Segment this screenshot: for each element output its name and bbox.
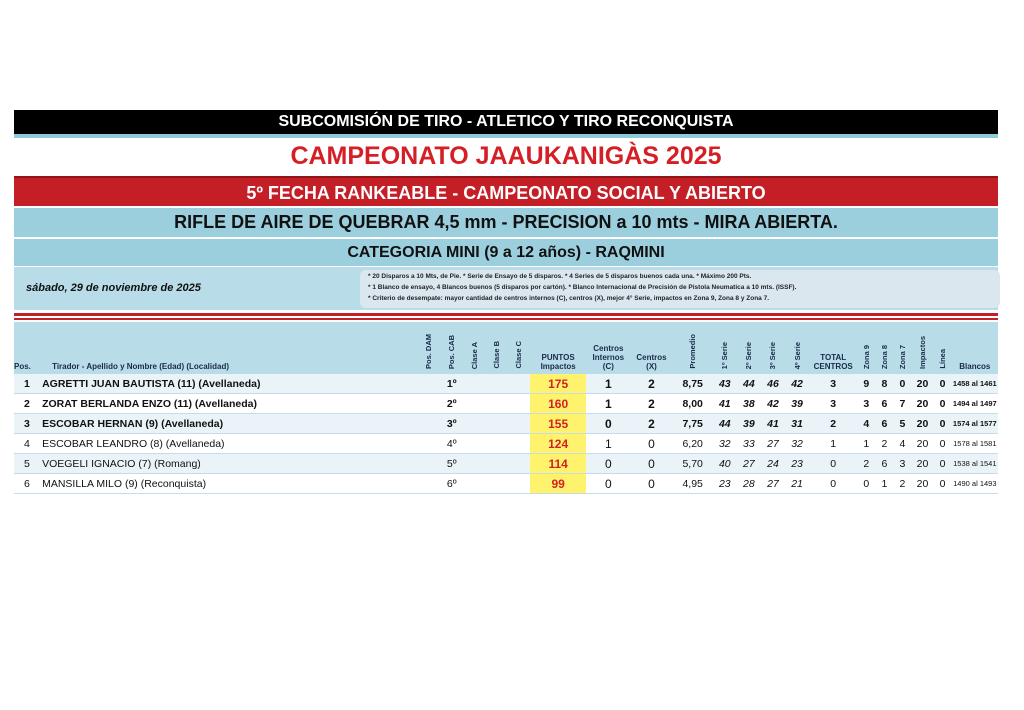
cell-centros-internos: 1 <box>586 374 630 394</box>
cell-total-centros: 0 <box>809 454 857 474</box>
cell-linea: 0 <box>934 414 952 434</box>
cell-centros-internos: 1 <box>586 394 630 414</box>
col-pos: Pos. <box>14 362 31 371</box>
cell-puntos: 99 <box>530 474 586 494</box>
table-row <box>14 394 998 414</box>
cell-zona-9: 0 <box>857 474 875 494</box>
cell-name: ZORAT BERLANDA ENZO (11) (Avellaneda) <box>40 394 418 414</box>
cell-clase-a <box>464 434 486 454</box>
cell-pos-cab: 2º <box>440 394 464 414</box>
col-pos-cab: Pos. CAB <box>447 334 457 369</box>
cell-clase-b <box>486 394 508 414</box>
cell-serie-4: 21 <box>785 474 809 494</box>
cell-zona-8: 6 <box>875 454 893 474</box>
cell-zona-9: 1 <box>857 434 875 454</box>
cell-serie-3: 27 <box>761 434 785 454</box>
cell-clase-a <box>464 474 486 494</box>
table-row <box>14 454 998 474</box>
cell-pos-cab: 5º <box>440 454 464 474</box>
cell-blancos: 1538 al 1541 <box>952 454 998 474</box>
cell-clase-c <box>508 394 530 414</box>
cell-clase-a <box>464 394 486 414</box>
table-header-row <box>14 322 998 374</box>
cell-blancos: 1490 al 1493 <box>952 474 998 494</box>
cell-clase-a <box>464 374 486 394</box>
col-total-centros: TOTAL CENTROS <box>813 353 853 371</box>
cell-pos: 1 <box>14 374 40 394</box>
col-zona-8: Zona 8 <box>879 344 889 369</box>
cell-pos-dam <box>418 474 440 494</box>
cell-zona-8: 6 <box>875 414 893 434</box>
cell-zona-7: 7 <box>893 394 911 414</box>
cell-centros-internos: 0 <box>586 474 630 494</box>
col-clase-b: Clase B <box>492 341 502 369</box>
cell-promedio: 5,70 <box>673 454 713 474</box>
cell-centros-x: 2 <box>630 394 672 414</box>
cell-zona-9: 2 <box>857 454 875 474</box>
col-blancos: Blancos <box>959 362 991 371</box>
cell-serie-2: 44 <box>737 374 761 394</box>
cell-clase-b <box>486 454 508 474</box>
cell-serie-4: 42 <box>785 374 809 394</box>
cell-total-centros: 3 <box>809 394 857 414</box>
cell-serie-2: 28 <box>737 474 761 494</box>
cell-linea: 0 <box>934 454 952 474</box>
cell-clase-c <box>508 474 530 494</box>
rules-note: * 20 Disparos a 10 Mts, de Pie. * Serie de Ensayo de 5 disparos. * 4 Series de 5 disparos buenos cada una. * Máximo 200 Pts. <box>368 273 752 280</box>
cell-zona-7: 5 <box>893 414 911 434</box>
col-zona-7: Zona 7 <box>897 344 907 369</box>
rules-notes <box>360 270 1000 308</box>
cell-centros-x: 0 <box>630 474 672 494</box>
info-panel <box>14 267 998 310</box>
col-clase-c: Clase C <box>514 341 524 369</box>
cell-zona-8: 1 <box>875 474 893 494</box>
cell-clase-c <box>508 434 530 454</box>
col-name: Tirador - Apellido y Nombre (Edad) (Localidad) <box>52 362 229 371</box>
cell-centros-internos: 1 <box>586 434 630 454</box>
cell-pos-dam <box>418 374 440 394</box>
cell-clase-a <box>464 414 486 434</box>
cell-promedio: 6,20 <box>673 434 713 454</box>
results-table <box>14 322 998 494</box>
cell-blancos: 1458 al 1461 <box>952 374 998 394</box>
results-table-container <box>14 322 998 494</box>
cell-clase-c <box>508 374 530 394</box>
cell-serie-4: 31 <box>785 414 809 434</box>
cell-clase-b <box>486 414 508 434</box>
cell-zona-7: 4 <box>893 434 911 454</box>
col-centros-x: Centros (X) <box>636 353 667 371</box>
cell-pos-cab: 6º <box>440 474 464 494</box>
table-row <box>14 474 998 494</box>
cell-blancos: 1494 al 1497 <box>952 394 998 414</box>
event-banner: 5º FECHA RANKEABLE - CAMPEONATO SOCIAL Y ABIERTO <box>14 176 998 206</box>
cell-clase-c <box>508 414 530 434</box>
cell-serie-1: 23 <box>713 474 737 494</box>
cell-zona-8: 6 <box>875 394 893 414</box>
cell-blancos: 1578 al 1581 <box>952 434 998 454</box>
championship-title: CAMPEONATO JAAUKANIGÀS 2025 <box>14 138 998 175</box>
col-linea: Línea <box>938 349 948 369</box>
cell-pos: 4 <box>14 434 40 454</box>
cell-linea: 0 <box>934 434 952 454</box>
event-date: sábado, 29 de noviembre de 2025 <box>26 282 201 294</box>
discipline-banner: RIFLE DE AIRE DE QUEBRAR 4,5 mm - PRECISION a 10 mts - MIRA ABIERTA. <box>14 208 998 237</box>
cell-serie-2: 33 <box>737 434 761 454</box>
red-divider <box>14 313 998 316</box>
cell-pos-dam <box>418 454 440 474</box>
col-clase-a: Clase A <box>470 341 480 369</box>
cell-clase-b <box>486 474 508 494</box>
col-zona-9: Zona 9 <box>861 344 871 369</box>
org-banner: SUBCOMISIÓN DE TIRO - ATLETICO Y TIRO RECONQUISTA <box>14 110 998 134</box>
cell-zona-7: 0 <box>893 374 911 394</box>
rules-note: * 1 Blanco de ensayo, 4 Blancos buenos (5 disparos por cartón). * Blanco Internacional de Precisión de Pistola Neumatica a 10 mts. (ISSF). <box>368 284 797 291</box>
rules-note: * Criterio de desempate: mayor cantidad de centros internos (C), centros (X), mejor 4° Serie, impactos en Zona 9, Zona 8 y Zona 7. <box>368 295 770 302</box>
col-serie-2: 2º Serie <box>744 341 754 369</box>
cell-impactos: 20 <box>911 414 933 434</box>
cell-serie-2: 38 <box>737 394 761 414</box>
col-promedio: Promedio <box>688 334 698 369</box>
cell-impactos: 20 <box>911 374 933 394</box>
cell-puntos: 175 <box>530 374 586 394</box>
cell-pos-dam <box>418 434 440 454</box>
cell-pos-cab: 1º <box>440 374 464 394</box>
cell-serie-1: 43 <box>713 374 737 394</box>
cell-clase-b <box>486 374 508 394</box>
cell-name: AGRETTI JUAN BAUTISTA (11) (Avellaneda) <box>40 374 418 394</box>
cell-puntos: 155 <box>530 414 586 434</box>
cell-serie-3: 41 <box>761 414 785 434</box>
cell-serie-1: 40 <box>713 454 737 474</box>
col-impactos: Impactos <box>918 336 928 369</box>
col-serie-1: 1º Serie <box>720 341 730 369</box>
cell-linea: 0 <box>934 374 952 394</box>
col-pos-dam: Pos. DAM <box>424 333 434 369</box>
cell-linea: 0 <box>934 474 952 494</box>
cell-pos: 2 <box>14 394 40 414</box>
cell-impactos: 20 <box>911 434 933 454</box>
table-row <box>14 414 998 434</box>
cell-zona-8: 8 <box>875 374 893 394</box>
cell-pos: 3 <box>14 414 40 434</box>
cell-name: ESCOBAR LEANDRO (8) (Avellaneda) <box>40 434 418 454</box>
cell-total-centros: 2 <box>809 414 857 434</box>
col-serie-3: 3º Serie <box>768 341 778 369</box>
cell-serie-4: 39 <box>785 394 809 414</box>
cell-name: MANSILLA MILO (9) (Reconquista) <box>40 474 418 494</box>
cell-serie-4: 23 <box>785 454 809 474</box>
col-centros-internos: Centros Internos (C) <box>592 344 625 371</box>
red-divider <box>14 318 998 320</box>
cell-serie-4: 32 <box>785 434 809 454</box>
cell-zona-9: 4 <box>857 414 875 434</box>
cell-impactos: 20 <box>911 394 933 414</box>
cell-clase-c <box>508 454 530 474</box>
table-row <box>14 434 998 454</box>
col-serie-4: 4º Serie <box>792 341 802 369</box>
cell-pos-cab: 4º <box>440 434 464 454</box>
table-row <box>14 374 998 394</box>
cell-serie-3: 27 <box>761 474 785 494</box>
cell-centros-x: 2 <box>630 374 672 394</box>
cell-centros-x: 0 <box>630 434 672 454</box>
cell-promedio: 7,75 <box>673 414 713 434</box>
cell-clase-b <box>486 434 508 454</box>
cell-serie-1: 32 <box>713 434 737 454</box>
cell-zona-9: 9 <box>857 374 875 394</box>
cell-zona-8: 2 <box>875 434 893 454</box>
cell-impactos: 20 <box>911 474 933 494</box>
cell-total-centros: 1 <box>809 434 857 454</box>
cell-centros-x: 0 <box>630 454 672 474</box>
cell-pos: 5 <box>14 454 40 474</box>
cell-name: VOEGELI IGNACIO (7) (Romang) <box>40 454 418 474</box>
cell-pos: 6 <box>14 474 40 494</box>
cell-promedio: 8,75 <box>673 374 713 394</box>
cell-serie-1: 44 <box>713 414 737 434</box>
cell-name: ESCOBAR HERNAN (9) (Avellaneda) <box>40 414 418 434</box>
cell-pos-dam <box>418 394 440 414</box>
cell-pos-cab: 3º <box>440 414 464 434</box>
cell-puntos: 114 <box>530 454 586 474</box>
cell-serie-3: 46 <box>761 374 785 394</box>
cell-puntos: 124 <box>530 434 586 454</box>
cell-serie-1: 41 <box>713 394 737 414</box>
cell-centros-internos: 0 <box>586 414 630 434</box>
category-banner: CATEGORIA MINI (9 a 12 años) - RAQMINI <box>14 239 998 266</box>
cell-total-centros: 0 <box>809 474 857 494</box>
cell-total-centros: 3 <box>809 374 857 394</box>
cell-puntos: 160 <box>530 394 586 414</box>
cell-impactos: 20 <box>911 454 933 474</box>
cell-pos-dam <box>418 414 440 434</box>
cell-blancos: 1574 al 1577 <box>952 414 998 434</box>
cell-zona-9: 3 <box>857 394 875 414</box>
cell-serie-3: 24 <box>761 454 785 474</box>
cell-centros-internos: 0 <box>586 454 630 474</box>
cell-clase-a <box>464 454 486 474</box>
cell-linea: 0 <box>934 394 952 414</box>
col-puntos: PUNTOS Impactos <box>540 353 576 371</box>
cell-serie-3: 42 <box>761 394 785 414</box>
cell-serie-2: 27 <box>737 454 761 474</box>
cell-centros-x: 2 <box>630 414 672 434</box>
cell-promedio: 8,00 <box>673 394 713 414</box>
cell-promedio: 4,95 <box>673 474 713 494</box>
cell-zona-7: 3 <box>893 454 911 474</box>
cell-zona-7: 2 <box>893 474 911 494</box>
cell-serie-2: 39 <box>737 414 761 434</box>
